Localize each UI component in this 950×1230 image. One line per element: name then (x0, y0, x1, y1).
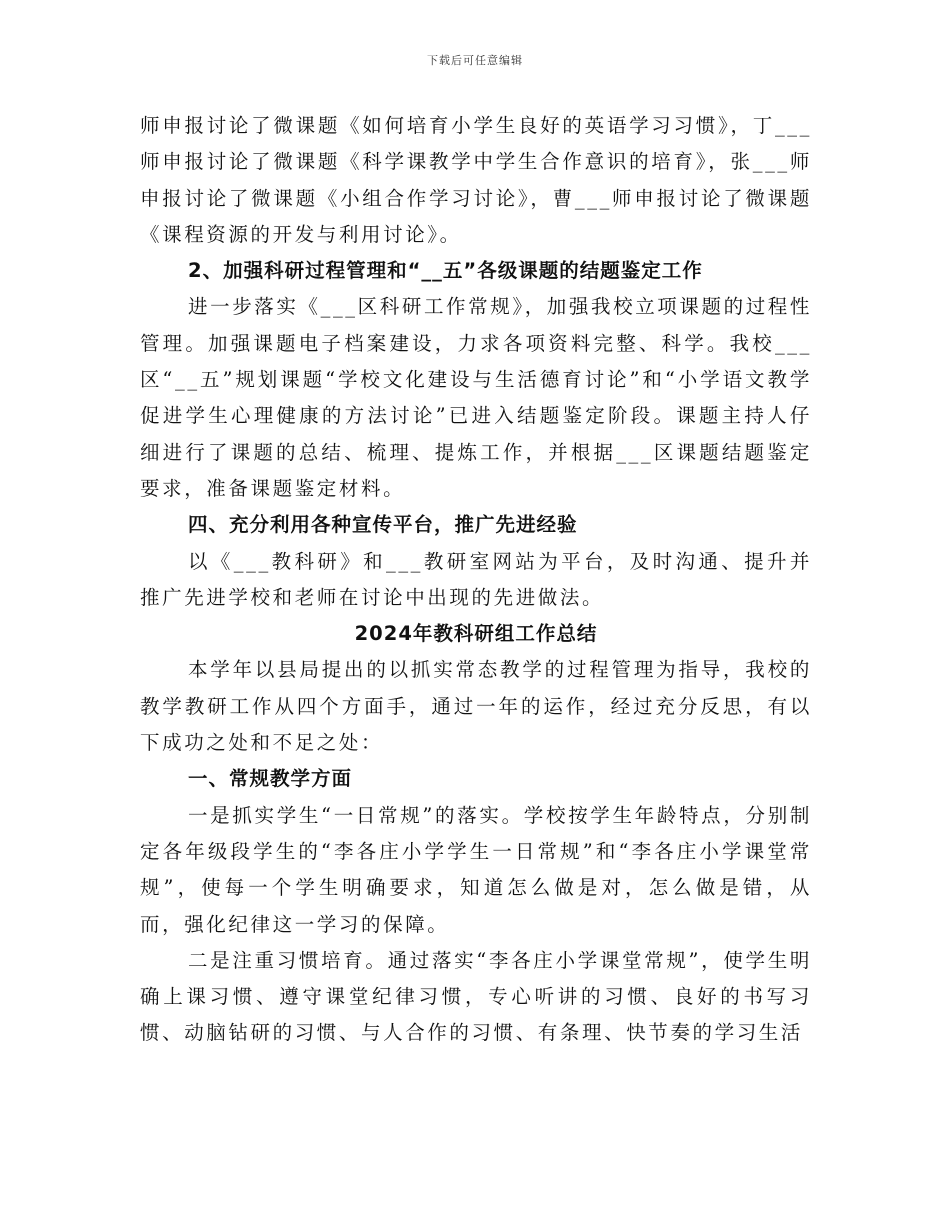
paragraph-publicity: 以《___教科研》和___教研室网站为平台，及时沟通、提升并推广先进学校和老师在讨论中出现的先进做法。 (140, 549, 812, 609)
section-heading-routine-teaching: 一、常规教学方面 (188, 767, 353, 791)
section-heading-research-management: 2、加强科研过程管理和“__五”各级课题的结题鉴定工作 (188, 259, 703, 283)
paragraph-micro-topics: 师申报讨论了微课题《如何培育小学生良好的英语学习习惯》，丁___师申报讨论了微课题《科学课教学中学生合作意识的培育》，张___师申报讨论了微课题《小组合作学习讨论》，曹___师申报讨论了微课题《课程资源的开发与利用讨论》。 (140, 114, 812, 246)
document-body (140, 108, 812, 1052)
section-heading-publicity: 四、充分利用各种宣传平台，推广先进经验 (188, 513, 578, 537)
page-header: 下载后可任意编辑 (427, 54, 523, 67)
document-title: 2024年教科研组工作总结 (354, 622, 598, 646)
paragraph-habit-training: 二是注重习惯培育。通过落实“李各庄小学课堂常规”，使学生明确上课习惯、遵守课堂纪律习惯，专心听讲的习惯、良好的书写习惯、动脑钻研的习惯、与人合作的习惯、有条理、快节奏的学习生活 (140, 948, 812, 1045)
paragraph-research-management: 进一步落实《___区科研工作常规》，加强我校立项课题的过程性管理。加强课题电子档案建设，力求各项资料完整、科学。我校___区“__五”规划课题“学校文化建设与生活德育讨论”和“小学语文教学促进学生心理健康的方法讨论”已进入结题鉴定阶段。课题主持人仔细进行了课题的总结、梳理、提炼工作，并根据___区课题结题鉴定要求，准备课题鉴定材料。 (140, 295, 813, 500)
paragraph-intro: 本学年以县局提出的以抓实常态教学的过程管理为指导，我校的教学教研工作从四个方面手，通过一年的运作，经过充分反思，有以下成功之处和不足之处： (140, 658, 812, 755)
paragraph-daily-routine: 一是抓实学生“一日常规”的落实。学校按学生年龄特点，分别制定各年级段学生的“李各庄小学学生一日常规”和“李各庄小学课堂常规”，使每一个学生明确要求，知道怎么做是对，怎么做是错，从而，强化纪律这一学习的保障。 (140, 803, 812, 936)
